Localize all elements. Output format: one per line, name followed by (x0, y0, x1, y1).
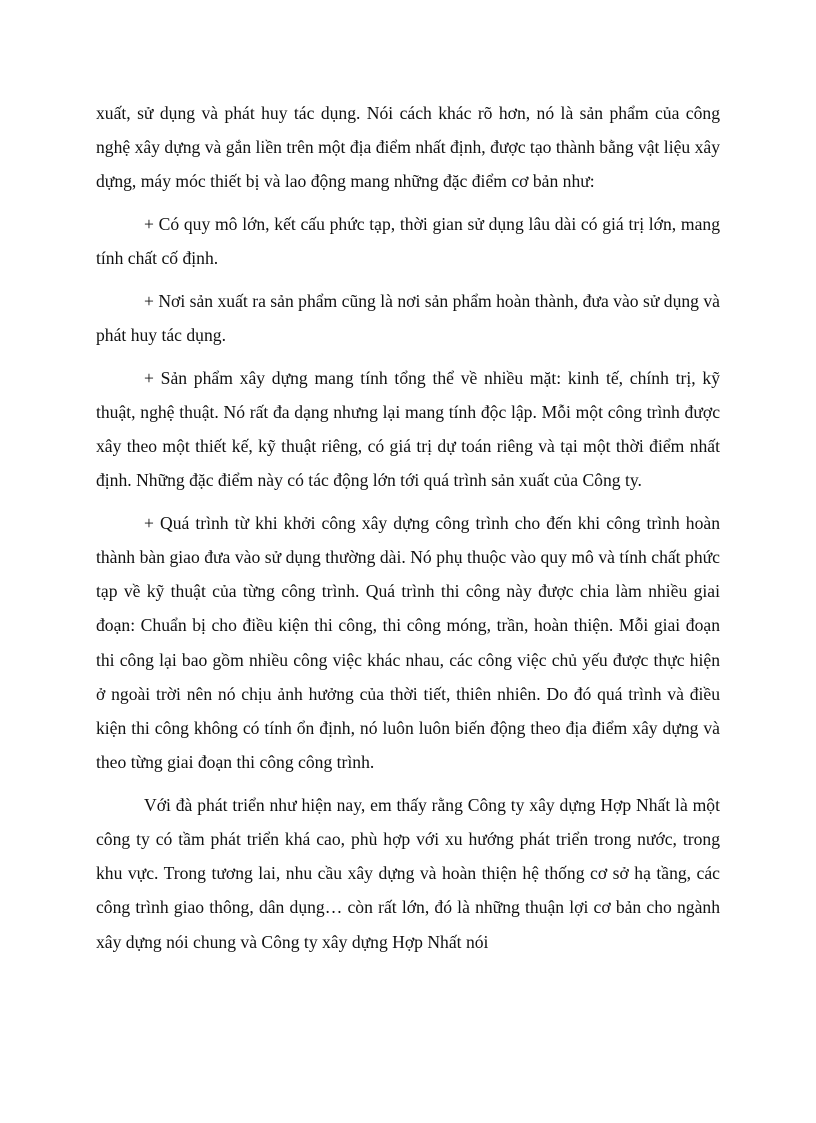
paragraph-bullet-overall: + Sản phẩm xây dựng mang tính tổng thể về nhiều mặt: kinh tế, chính trị, kỹ thuật, nghệ thuật. Nó rất đa dạng nhưng lại mang tính độc lập. Mỗi một công trình được xây theo một thiết kế, kỹ thuật riêng, có giá trị dự toán riêng và tại một thời điểm nhất định. Những đặc điểm này có tác động lớn tới quá trình sản xuất của Công ty. (96, 367, 720, 491)
paragraph-bullet-process: + Quá trình từ khi khởi công xây dựng công trình cho đến khi công trình hoàn thành bàn giao đưa vào sử dụng thường dài. Nó phụ thuộc vào quy mô và tính chất phức tạp về kỹ thuật của từng công trình. Quá trình thi công này được chia làm nhiều giai đoạn: Chuẩn bị cho điều kiện thi công, thi công móng, trần, hoàn thiện. Mỗi giai đoạn thi công lại bao gồm nhiều công việc khác nhau, các công việc chủ yếu được thực hiện ở ngoài trời nên nó chịu ảnh hưởng của thời tiết, thiên nhiên. Do đó quá trình và điều kiện thi công không có tính ổn định, nó luôn luôn biến động theo địa điểm xây dựng và theo từng giai đoạn thi công công trình. (96, 512, 720, 773)
paragraph-outlook: Với đà phát triển như hiện nay, em thấy rằng Công ty xây dựng Hợp Nhất là một công ty có tầm phát triển khá cao, phù hợp với xu hướng phát triển trong nước, trong khu vực. Trong tương lai, nhu cầu xây dựng và hoàn thiện hệ thống cơ sở hạ tầng, các công trình giao thông, dân dụng… còn rất lớn, đó là những thuận lợi cơ bản cho ngành xây dựng nói chung và Công ty xây dựng Hợp Nhất nói (96, 794, 720, 952)
document-body (96, 96, 720, 967)
paragraph-continuation: xuất, sử dụng và phát huy tác dụng. Nói cách khác rõ hơn, nó là sản phẩm của công nghệ xây dựng và gắn liền trên một địa điểm nhất định, được tạo thành bằng vật liệu xây dựng, máy móc thiết bị và lao động mang những đặc điểm cơ bản như: (96, 103, 720, 192)
paragraph-bullet-scale: + Có quy mô lớn, kết cấu phức tạp, thời gian sử dụng lâu dài có giá trị lớn, mang tính chất cố định. (96, 214, 720, 269)
paragraph-bullet-location: + Nơi sản xuất ra sản phẩm cũng là nơi sản phẩm hoàn thành, đưa vào sử dụng và phát huy tác dụng. (96, 290, 720, 345)
